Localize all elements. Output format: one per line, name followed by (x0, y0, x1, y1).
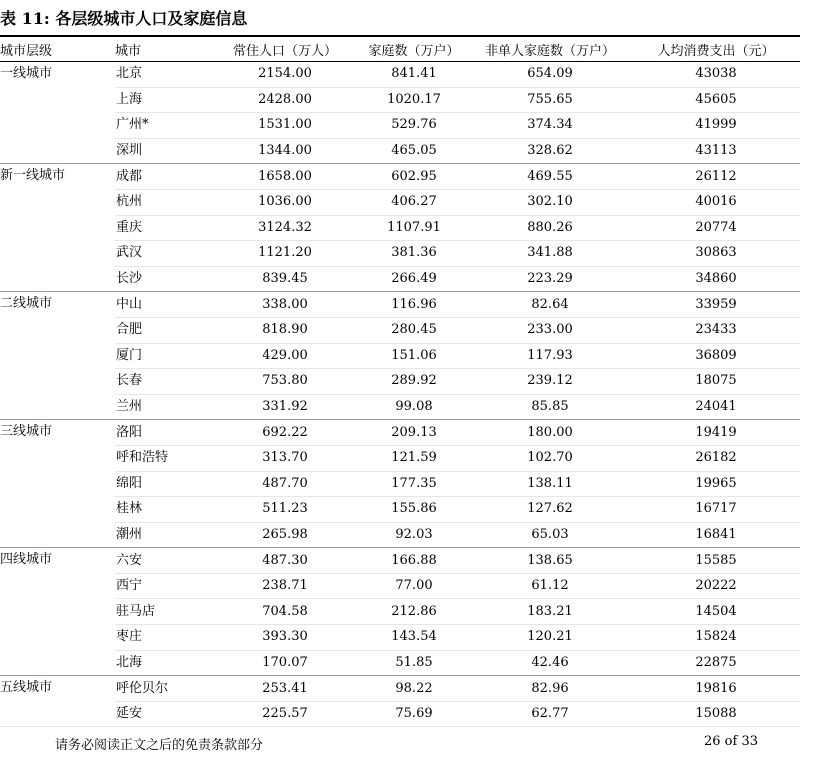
non-single-households-value: 302.10 (468, 189, 632, 215)
households-value: 406.27 (360, 189, 468, 215)
population-value: 331.92 (210, 394, 360, 420)
non-single-households-value: 755.65 (468, 87, 632, 113)
per-capita-spending-value: 24041 (632, 394, 800, 420)
table-row (0, 676, 800, 702)
non-single-households-value: 138.11 (468, 471, 632, 497)
per-capita-spending-value: 19816 (632, 676, 800, 702)
city-name: 延安 (115, 701, 210, 727)
population-value: 170.07 (210, 650, 360, 676)
city-name: 北海 (115, 650, 210, 676)
city-name: 长沙 (115, 266, 210, 292)
population-value: 253.41 (210, 676, 360, 702)
city-name: 成都 (115, 164, 210, 190)
per-capita-spending-value: 16717 (632, 497, 800, 523)
table-row (0, 548, 800, 574)
population-value: 225.57 (210, 701, 360, 727)
table-header-row (0, 37, 800, 62)
households-value: 155.86 (360, 497, 468, 523)
households-value: 841.41 (360, 62, 468, 88)
non-single-households-value: 654.09 (468, 62, 632, 88)
table-row (0, 369, 800, 395)
footer-page-number: 26 of 33 (704, 734, 758, 749)
population-value: 238.71 (210, 573, 360, 599)
city-name: 驻马店 (115, 599, 210, 625)
city-name: 中山 (115, 292, 210, 318)
city-name: 广州* (115, 113, 210, 139)
population-value: 1658.00 (210, 164, 360, 190)
header-non-single-households: 非单人家庭数（万户） (468, 37, 632, 62)
table-row (0, 292, 800, 318)
per-capita-spending-value: 41999 (632, 113, 800, 139)
non-single-households-value: 374.34 (468, 113, 632, 139)
table-row (0, 113, 800, 139)
population-value: 1344.00 (210, 138, 360, 164)
households-value: 75.69 (360, 701, 468, 727)
non-single-households-value: 117.93 (468, 343, 632, 369)
tier-label: 新一线城市 (0, 164, 115, 292)
per-capita-spending-value: 40016 (632, 189, 800, 215)
population-value: 338.00 (210, 292, 360, 318)
non-single-households-value: 42.46 (468, 650, 632, 676)
per-capita-spending-value: 14504 (632, 599, 800, 625)
households-value: 143.54 (360, 625, 468, 651)
city-name: 呼和浩特 (115, 445, 210, 471)
non-single-households-value: 239.12 (468, 369, 632, 395)
table-row (0, 62, 800, 88)
per-capita-spending-value: 15824 (632, 625, 800, 651)
households-value: 602.95 (360, 164, 468, 190)
table-row (0, 343, 800, 369)
non-single-households-value: 65.03 (468, 522, 632, 548)
households-value: 151.06 (360, 343, 468, 369)
non-single-households-value: 233.00 (468, 317, 632, 343)
tier-label: 五线城市 (0, 676, 115, 727)
non-single-households-value: 328.62 (468, 138, 632, 164)
non-single-households-value: 223.29 (468, 266, 632, 292)
city-name: 六安 (115, 548, 210, 574)
city-tier-table (0, 37, 800, 727)
table-body (0, 62, 800, 727)
population-value: 2154.00 (210, 62, 360, 88)
households-value: 77.00 (360, 573, 468, 599)
per-capita-spending-value: 43113 (632, 138, 800, 164)
table-row (0, 625, 800, 651)
per-capita-spending-value: 22875 (632, 650, 800, 676)
per-capita-spending-value: 26112 (632, 164, 800, 190)
tier-label: 二线城市 (0, 292, 115, 420)
households-value: 381.36 (360, 241, 468, 267)
per-capita-spending-value: 20774 (632, 215, 800, 241)
per-capita-spending-value: 23433 (632, 317, 800, 343)
city-name: 潮州 (115, 522, 210, 548)
non-single-households-value: 82.96 (468, 676, 632, 702)
non-single-households-value: 138.65 (468, 548, 632, 574)
population-value: 429.00 (210, 343, 360, 369)
city-name: 北京 (115, 62, 210, 88)
households-value: 280.45 (360, 317, 468, 343)
households-value: 116.96 (360, 292, 468, 318)
tier-label: 四线城市 (0, 548, 115, 676)
households-value: 177.35 (360, 471, 468, 497)
households-value: 1107.91 (360, 215, 468, 241)
per-capita-spending-value: 20222 (632, 573, 800, 599)
city-name: 桂林 (115, 497, 210, 523)
city-name: 呼伦贝尔 (115, 676, 210, 702)
per-capita-spending-value: 34860 (632, 266, 800, 292)
population-value: 704.58 (210, 599, 360, 625)
per-capita-spending-value: 45605 (632, 87, 800, 113)
header-per-capita-spending: 人均消费支出（元） (632, 37, 800, 62)
table-row (0, 138, 800, 164)
table-row (0, 266, 800, 292)
table-row (0, 87, 800, 113)
households-value: 121.59 (360, 445, 468, 471)
per-capita-spending-value: 30863 (632, 241, 800, 267)
city-name: 杭州 (115, 189, 210, 215)
table-row (0, 471, 800, 497)
non-single-households-value: 102.70 (468, 445, 632, 471)
city-name: 重庆 (115, 215, 210, 241)
non-single-households-value: 120.21 (468, 625, 632, 651)
households-value: 1020.17 (360, 87, 468, 113)
households-value: 289.92 (360, 369, 468, 395)
households-value: 166.88 (360, 548, 468, 574)
non-single-households-value: 880.26 (468, 215, 632, 241)
per-capita-spending-value: 43038 (632, 62, 800, 88)
city-name: 武汉 (115, 241, 210, 267)
per-capita-spending-value: 36809 (632, 343, 800, 369)
tier-label: 一线城市 (0, 62, 115, 164)
header-households: 家庭数（万户） (360, 37, 468, 62)
city-name: 兰州 (115, 394, 210, 420)
table-row (0, 215, 800, 241)
city-name: 上海 (115, 87, 210, 113)
table-title: 表 11: 各层级城市人口及家庭信息 (0, 9, 248, 28)
per-capita-spending-value: 15088 (632, 701, 800, 727)
population-value: 753.80 (210, 369, 360, 395)
table-row (0, 522, 800, 548)
population-value: 1531.00 (210, 113, 360, 139)
per-capita-spending-value: 19419 (632, 420, 800, 446)
city-name: 厦门 (115, 343, 210, 369)
population-value: 487.30 (210, 548, 360, 574)
city-name: 合肥 (115, 317, 210, 343)
table-row (0, 573, 800, 599)
header-tier: 城市层级 (0, 37, 115, 62)
table-row (0, 420, 800, 446)
city-name: 长春 (115, 369, 210, 395)
header-population: 常住人口（万人） (210, 37, 360, 62)
population-value: 818.90 (210, 317, 360, 343)
population-value: 1036.00 (210, 189, 360, 215)
per-capita-spending-value: 16841 (632, 522, 800, 548)
population-value: 692.22 (210, 420, 360, 446)
population-value: 393.30 (210, 625, 360, 651)
households-value: 465.05 (360, 138, 468, 164)
non-single-households-value: 180.00 (468, 420, 632, 446)
households-value: 99.08 (360, 394, 468, 420)
population-value: 2428.00 (210, 87, 360, 113)
population-value: 511.23 (210, 497, 360, 523)
table-row (0, 241, 800, 267)
non-single-households-value: 341.88 (468, 241, 632, 267)
non-single-households-value: 183.21 (468, 599, 632, 625)
per-capita-spending-value: 33959 (632, 292, 800, 318)
population-value: 313.70 (210, 445, 360, 471)
non-single-households-value: 82.64 (468, 292, 632, 318)
households-value: 92.03 (360, 522, 468, 548)
non-single-households-value: 62.77 (468, 701, 632, 727)
table-row (0, 317, 800, 343)
city-name: 深圳 (115, 138, 210, 164)
population-value: 3124.32 (210, 215, 360, 241)
table-row (0, 497, 800, 523)
table-row (0, 189, 800, 215)
city-name: 枣庄 (115, 625, 210, 651)
population-value: 265.98 (210, 522, 360, 548)
per-capita-spending-value: 18075 (632, 369, 800, 395)
city-name: 西宁 (115, 573, 210, 599)
city-name: 洛阳 (115, 420, 210, 446)
non-single-households-value: 85.85 (468, 394, 632, 420)
table-row (0, 394, 800, 420)
households-value: 212.86 (360, 599, 468, 625)
footer-disclaimer: 请务必阅读正文之后的免责条款部分 (55, 738, 264, 753)
households-value: 51.85 (360, 650, 468, 676)
header-city: 城市 (115, 37, 210, 62)
table-row (0, 650, 800, 676)
households-value: 266.49 (360, 266, 468, 292)
population-value: 839.45 (210, 266, 360, 292)
table-row (0, 164, 800, 190)
table-row (0, 445, 800, 471)
non-single-households-value: 127.62 (468, 497, 632, 523)
per-capita-spending-value: 26182 (632, 445, 800, 471)
population-value: 487.70 (210, 471, 360, 497)
per-capita-spending-value: 15585 (632, 548, 800, 574)
city-name: 绵阳 (115, 471, 210, 497)
per-capita-spending-value: 19965 (632, 471, 800, 497)
table-row (0, 599, 800, 625)
table-row (0, 701, 800, 727)
households-value: 209.13 (360, 420, 468, 446)
non-single-households-value: 61.12 (468, 573, 632, 599)
population-value: 1121.20 (210, 241, 360, 267)
tier-label: 三线城市 (0, 420, 115, 548)
households-value: 529.76 (360, 113, 468, 139)
households-value: 98.22 (360, 676, 468, 702)
non-single-households-value: 469.55 (468, 164, 632, 190)
